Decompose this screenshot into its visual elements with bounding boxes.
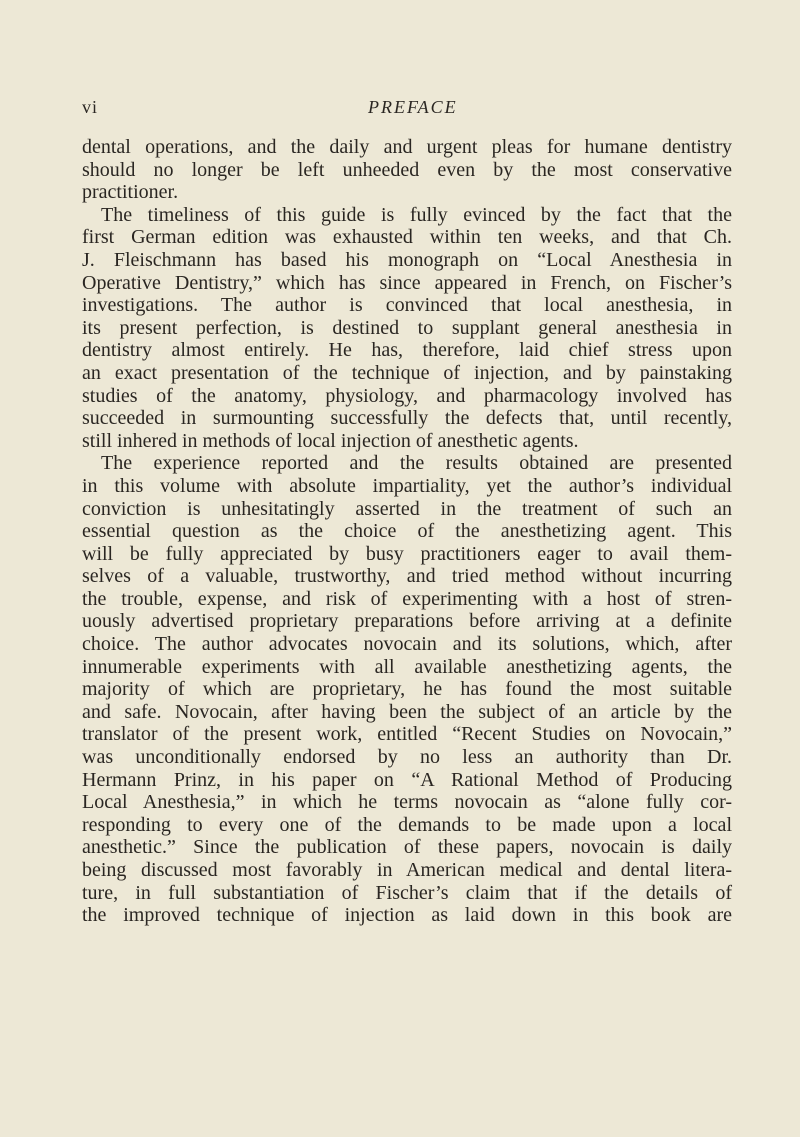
- text-line: selves of a valuable, trustworthy, and tried method without incurring: [82, 565, 732, 588]
- text-line: studies of the anatomy, physiology, and pharmacology involved has: [82, 384, 732, 407]
- text-line: translator of the present work, entitled “Recent Studies on Novocain,”: [82, 723, 732, 746]
- text-line: investigations. The author is convinced that local anesthesia, in: [82, 294, 732, 317]
- text-line: J. Fleischmann has based his monograph on “Local Anesthesia in: [82, 248, 732, 271]
- page-number: vi: [82, 97, 99, 117]
- text-line: essential question as the choice of the anesthetizing agent. This: [82, 520, 732, 543]
- text-line: being discussed most favorably in American medical and dental litera-: [82, 859, 732, 881]
- text-line: dentistry almost entirely. He has, therefore, laid chief stress upon: [82, 339, 732, 362]
- text-line: was unconditionally endorsed by no less an authority than Dr.: [82, 746, 732, 769]
- text-line: The experience reported and the results obtained are presented: [101, 452, 732, 475]
- running-head: [82, 97, 732, 121]
- text-line: responding to every one of the demands to be made upon a local: [82, 813, 732, 836]
- text-line: ture, in full substantiation of Fischer’s claim that if the details of: [82, 881, 732, 904]
- text-line: still inhered in methods of local injection of anesthetic agents.: [82, 429, 579, 452]
- text-line: and safe. Novocain, after having been the subject of an article by the: [82, 700, 732, 723]
- text-line: should no longer be left unheeded even by the most conservative: [82, 158, 732, 181]
- text-line: the improved technique of injection as laid down in this book are: [82, 904, 732, 927]
- text-line: anesthetic.” Since the publication of these papers, novocain is daily: [82, 836, 732, 859]
- text-line: will be fully appreciated by busy practitioners eager to avail them-: [82, 542, 732, 565]
- text-line: choice. The author advocates novocain and its solutions, which, after: [82, 633, 732, 656]
- running-head-title: PREFACE: [368, 97, 458, 117]
- text-line: an exact presentation of the technique of injection, and by painstaking: [82, 361, 732, 384]
- text-line: Hermann Prinz, in his paper on “A Rational Method of Producing: [82, 768, 732, 791]
- text-line: the trouble, expense, and risk of experimenting with a host of stren-: [82, 587, 732, 610]
- text-line: Local Anesthesia,” in which he terms novocain as “alone fully cor-: [82, 791, 732, 814]
- text-line: its present perfection, is destined to supplant general anesthesia in: [82, 316, 732, 339]
- text-line: succeeded in surmounting successfully the defects that, until recently,: [82, 407, 732, 430]
- text-line: uously advertised proprietary preparations before arriving at a definite: [82, 610, 732, 633]
- text-line: practitioner.: [82, 181, 179, 204]
- text-line: dental operations, and the daily and urgent pleas for humane dentistry: [82, 136, 732, 158]
- text-line: The timeliness of this guide is fully evinced by the fact that the: [101, 203, 732, 226]
- text-line: majority of which are proprietary, he has found the most suitable: [82, 678, 732, 701]
- text-line: in this volume with absolute impartiality, yet the author’s individual: [82, 474, 732, 497]
- preface-body-text: [82, 136, 732, 927]
- text-line: first German edition was exhausted within ten weeks, and that Ch.: [82, 226, 732, 249]
- text-line: Operative Dentistry,” which has since appeared in French, on Fischer’s: [82, 271, 732, 294]
- text-line: conviction is unhesitatingly asserted in the treatment of such an: [82, 497, 732, 520]
- text-line: innumerable experiments with all available anesthetizing agents, the: [82, 655, 732, 678]
